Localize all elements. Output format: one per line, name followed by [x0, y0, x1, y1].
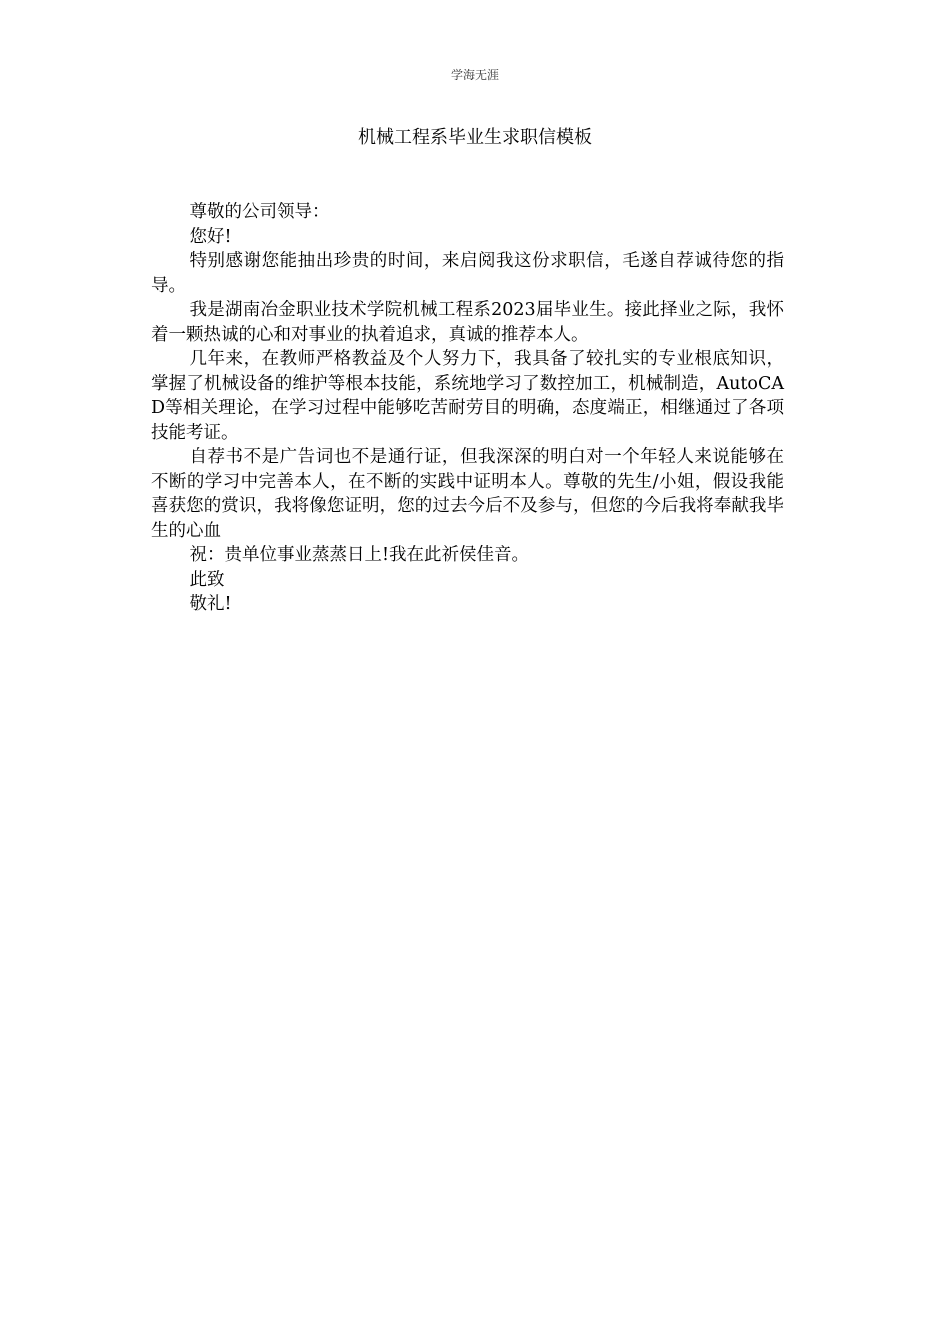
salutation: 尊敬的公司领导：	[189, 202, 330, 222]
paragraph-skills: 几年来，在教师严格教益及个人努力下，我具备了较扎实的专业根底知识，掌握了机械设备的维护等根本技能，系统地学习了数控加工，机械制造，AutoCAD等相关理论，在学习过程中能够吃苦耐劳目的明确，态度端正，相继通过了各项技能考证。	[151, 349, 784, 443]
paragraph-introduction: 我是湖南冶金职业技术学院机械工程系2023届毕业生。接此择业之际，我怀着一颗热诚的心和对事业的执着追求，真诚的推荐本人。	[151, 300, 784, 345]
paragraph-thanks: 特别感谢您能抽出珍贵的时间，来启阅我这份求职信，毛遂自荐诚待您的指导。	[151, 251, 784, 296]
paragraph-self-recommendation: 自荐书不是广告词也不是通行证，但我深深的明白对一个年轻人来说能够在不断的学习中完善本人，在不断的实践中证明本人。尊敬的先生/小姐，假设我能喜获您的赏识，我将像您证明，您的过去今后不及参与，但您的今后我将奉献我毕生的心血	[151, 447, 784, 541]
closing-line-1: 此致	[189, 569, 225, 590]
greeting: 您好!	[189, 226, 232, 247]
letter-body	[151, 200, 784, 617]
document-title: 机械工程系毕业生求职信模板	[358, 127, 592, 148]
closing-line-2: 敬礼!	[189, 594, 232, 614]
paragraph-wishes: 祝：贵单位事业蒸蒸日上!我在此祈侯佳音。	[189, 545, 530, 565]
page-header: 学海无涯	[450, 68, 499, 82]
